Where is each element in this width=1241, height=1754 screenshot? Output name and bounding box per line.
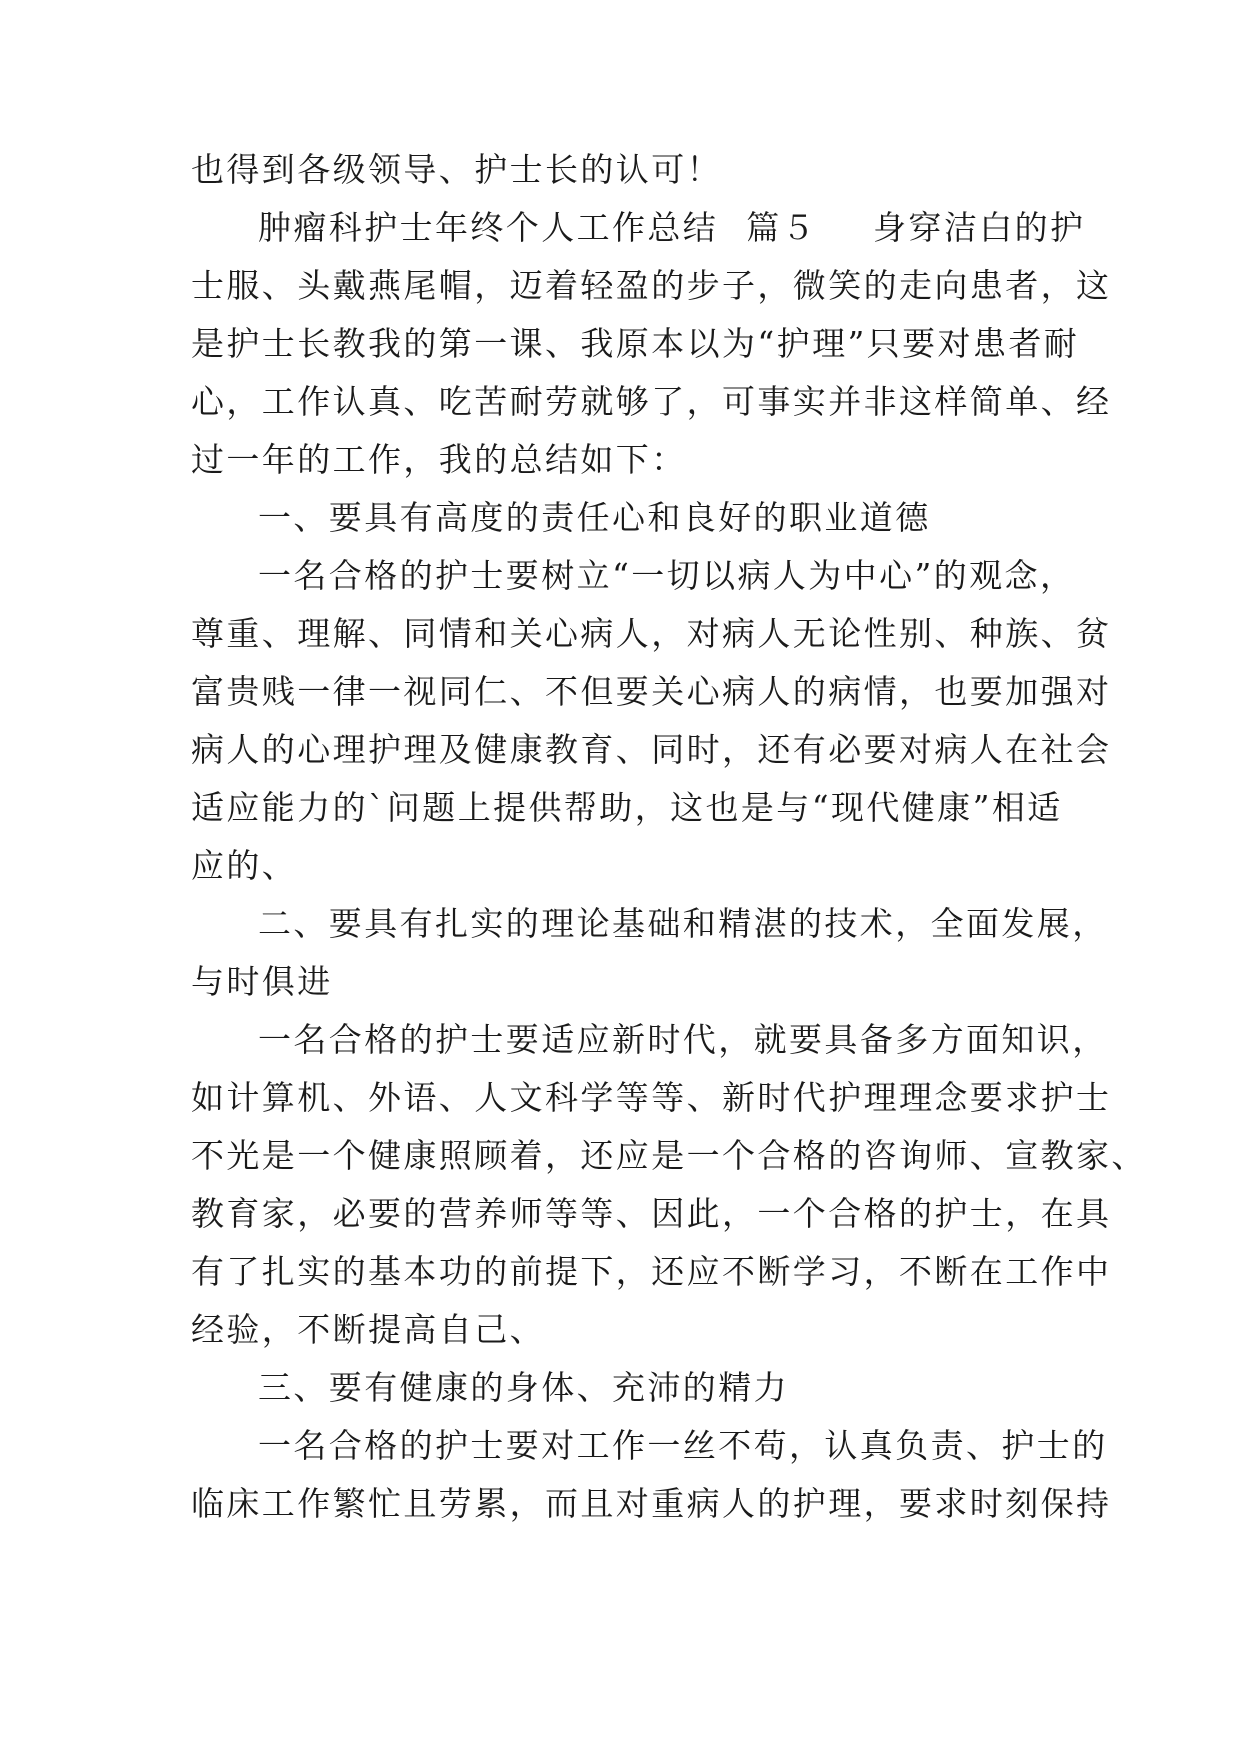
section-number: 篇５ xyxy=(746,208,818,247)
text-line: 尊重、理解、同情和关心病人，对病人无论性别、种族、贫 xyxy=(191,614,1112,653)
section-heading: 一、要具有高度的责任心和良好的职业道德 xyxy=(258,498,931,537)
text-line: 应的、 xyxy=(191,846,298,885)
text-line: 一名合格的护士要适应新时代，就要具备多方面知识， xyxy=(258,1020,1108,1059)
text-line: 经验，不断提高自己、 xyxy=(191,1310,545,1349)
text-line: 病人的心理护理及健康教育、同时，还有必要对病人在社会 xyxy=(191,730,1112,769)
text-line: 心，工作认真、吃苦耐劳就够了，可事实并非这样简单、经 xyxy=(191,382,1112,421)
text-line: 一名合格的护士要对工作一丝不苟，认真负责、护士的 xyxy=(258,1426,1108,1465)
text-line: 是护士长教我的第一课、我原本以为“护理”只要对患者耐 xyxy=(191,324,1080,363)
text-line: 富贵贱一律一视同仁、不但要关心病人的病情，也要加强对 xyxy=(191,672,1112,711)
text-line: 如计算机、外语、人文科学等等、新时代护理理念要求护士 xyxy=(191,1078,1112,1117)
text-line: 教育家，必要的营养师等等、因此，一个合格的护士，在具 xyxy=(191,1194,1112,1233)
text-line: 也得到各级领导、护士长的认可！ xyxy=(191,150,722,189)
text-line: 适应能力的`问题上提供帮助，这也是与“现代健康”相适 xyxy=(191,788,1063,827)
text-line: 不光是一个健康照顾着，还应是一个合格的咨询师、宣教家、 xyxy=(191,1136,1147,1175)
text-line: 过一年的工作，我的总结如下： xyxy=(191,440,687,479)
text-line: 有了扎实的基本功的前提下，还应不断学习，不断在工作中 xyxy=(191,1252,1112,1291)
text-line: 一名合格的护士要树立“一切以病人为中心”的观念， xyxy=(258,556,1076,595)
section-heading-continuation: 与时俱进 xyxy=(191,962,333,1001)
document-title: 肿瘤科护士年终个人工作总结 xyxy=(258,208,719,247)
section-heading-line xyxy=(258,208,1085,248)
text-line: 临床工作繁忙且劳累，而且对重病人的护理，要求时刻保持 xyxy=(191,1484,1112,1523)
section-heading: 三、要有健康的身体、充沛的精力 xyxy=(258,1368,789,1407)
text-line: 身穿洁白的护 xyxy=(873,208,1086,247)
section-heading: 二、要具有扎实的理论基础和精湛的技术，全面发展， xyxy=(258,904,1108,943)
text-line: 士服、头戴燕尾帽，迈着轻盈的步子，微笑的走向患者，这 xyxy=(191,266,1112,305)
